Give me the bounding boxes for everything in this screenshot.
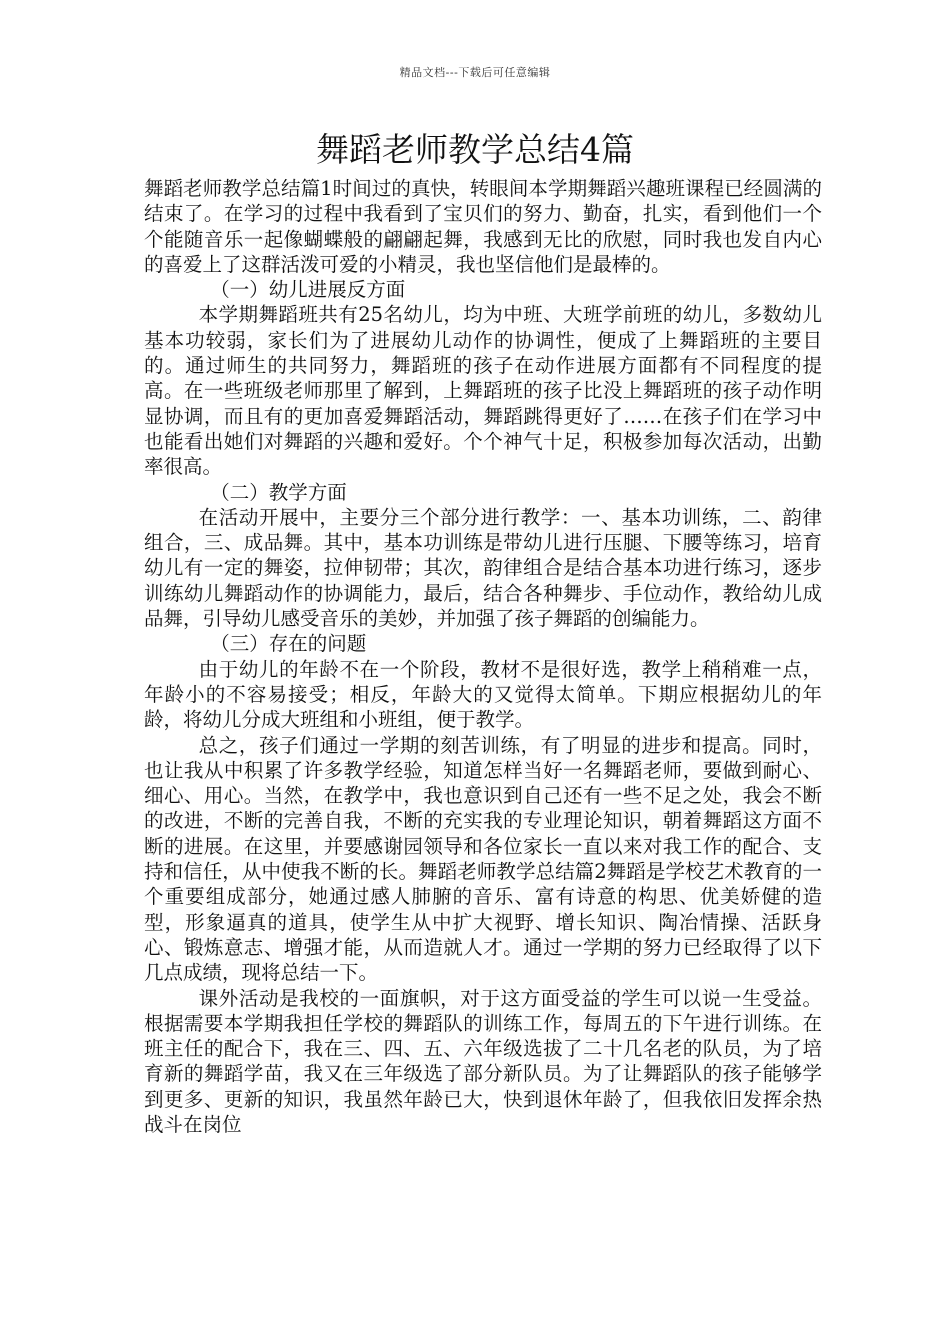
paragraph: 舞蹈老师教学总结篇1时间过的真快，转眼间本学期舞蹈兴趣班课程已经圆满的结束了。在学习的过程中我看到了宝贝们的努力、勤奋，扎实，看到他们一个个能随音乐一起像蝴蝶般的翩翩起舞，我感到无比的欣慰，同时我也发自内心的喜爱上了这群活泼可爱的小精灵，我也坚信他们是最棒的。: [144, 177, 822, 276]
section-heading: （二）教学方面: [210, 480, 347, 504]
page-header: 精品文档---下载后可任意编辑: [399, 66, 551, 79]
section-heading: （三）存在的问题: [210, 632, 367, 656]
paragraph: 由于幼儿的年龄不在一个阶段，教材不是很好选，教学上稍稍难一点，年龄小的不容易接受；相反，年龄大的又觉得太简单。下期应根据幼儿的年龄，将幼儿分成大班组和小班组，便于教学。: [144, 657, 822, 732]
paragraph: 在活动开展中，主要分三个部分进行教学：一、基本功训练，二、韵律组合，三、成品舞。其中，基本功训练是带幼儿进行压腿、下腰等练习，培育幼儿有一定的舞姿，拉伸韧带；其次，韵律组合是结合基本功进行练习，逐步训练幼儿舞蹈动作的协调能力，最后，结合各种舞步、手位动作，教给幼儿成品舞，引导幼儿感受音乐的美妙，并加强了孩子舞蹈的创编能力。: [144, 505, 822, 631]
section-heading: （一）幼儿进展反方面: [210, 278, 406, 302]
paragraph: 本学期舞蹈班共有25名幼儿，均为中班、大班学前班的幼儿，多数幼儿基本功较弱，家长们为了进展幼儿动作的协调性，便成了上舞蹈班的主要目的。通过师生的共同努力，舞蹈班的孩子在动作进展方面都有不同程度的提高。在一些班级老师那里了解到，上舞蹈班的孩子比没上舞蹈班的孩子动作明显协调，而且有的更加喜爱舞蹈活动，舞蹈跳得更好了……在孩子们在学习中也能看出她们对舞蹈的兴趣和爱好。个个神气十足，积极参加每次活动，出勤率很高。: [144, 303, 822, 479]
paragraph: 总之，孩子们通过一学期的刻苦训练，有了明显的进步和提高。同时，也让我从中积累了许多教学经验，知道怎样当好一名舞蹈老师，要做到耐心、细心、用心。当然，在教学中，我也意识到自己还有一些不足之处，我会不断的改进，不断的完善自我，不断的充实我的专业理论知识，朝着舞蹈这方面不断的进展。在这里，并要感谢园领导和各位家长一直以来对我工作的配合、支持和信任，从中使我不断的长。舞蹈老师教学总结篇2舞蹈是学校艺术教育的一个重要组成部分，她通过感人肺腑的音乐、富有诗意的构思、优美娇健的造型，形象逼真的道具，使学生从中扩大视野、增长知识、陶冶情操、活跃身心、锻炼意志、增强才能，从而造就人才。通过一学期的努力已经取得了以下几点成绩，现将总结一下。: [144, 733, 822, 985]
paragraph: 课外活动是我校的一面旗帜，对于这方面受益的学生可以说一生受益。根据需要本学期我担任学校的舞蹈队的训练工作，每周五的下午进行训练。在班主任的配合下，我在三、四、五、六年级选拔了二十几名老的队员，为了培育新的舞蹈学苗，我又在三年级选了部分新队员。为了让舞蹈队的孩子能够学到更多、更新的知识，我虽然年龄已大，快到退休年龄了，但我依旧发挥余热战斗在岗位: [144, 986, 822, 1136]
document-title: 舞蹈老师教学总结4篇: [316, 130, 634, 169]
document-body: [144, 176, 822, 1137]
